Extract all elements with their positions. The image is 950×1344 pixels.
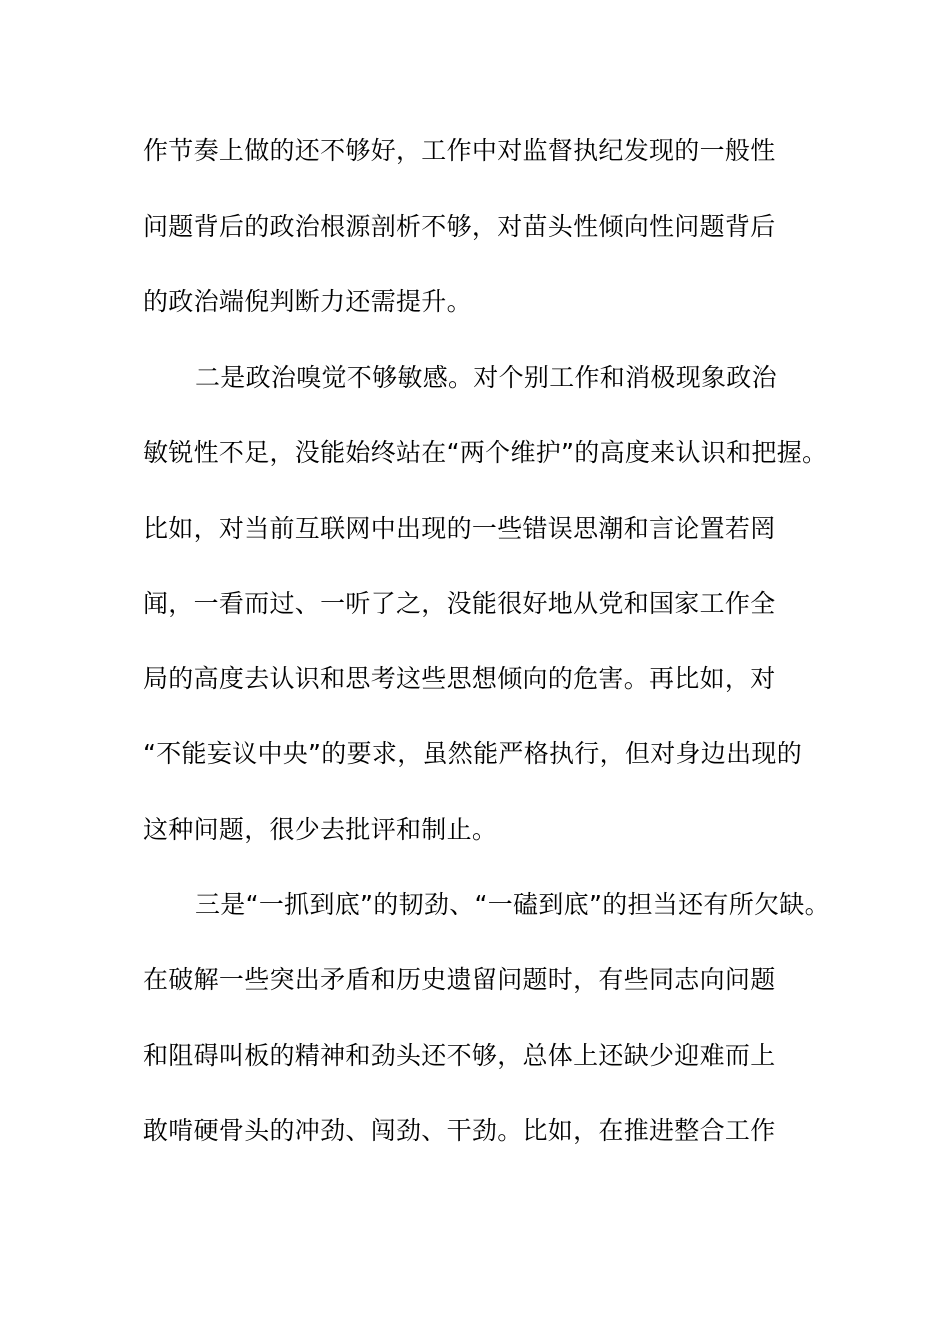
text-line: 的政治端倪判断力还需提升。 — [143, 287, 472, 316]
text-line: 敏锐性不足，没能始终站在“两个维护”的高度来认识和把握。 — [143, 438, 828, 467]
text-line: 这种问题，很少去批评和制止。 — [143, 815, 498, 844]
paragraph-start-line: 三是“一抓到底”的韧劲、“一磕到底”的担当还有所欠缺。 — [195, 890, 830, 919]
text-line: 敢啃硬骨头的冲劲、闯劲、干劲。比如，在推进整合工作 — [143, 1116, 776, 1145]
text-line: “不能妄议中央”的要求，虽然能严格执行，但对身边出现的 — [143, 739, 803, 768]
text-line: 局的高度去认识和思考这些思想倾向的危害。再比如，对 — [143, 664, 776, 693]
text-line: 问题背后的政治根源剖析不够，对苗头性倾向性问题背后 — [143, 212, 776, 241]
text-line: 在破解一些突出矛盾和历史遗留问题时，有些同志向问题 — [143, 965, 776, 994]
paragraph-start-line: 二是政治嗅觉不够敏感。对个别工作和消极现象政治 — [195, 363, 777, 392]
text-line: 和阻碍叫板的精神和劲头还不够，总体上还缺少迎难而上 — [143, 1041, 776, 1070]
text-line: 闻，一看而过、一听了之，没能很好地从党和国家工作全 — [143, 589, 776, 618]
text-line: 作节奏上做的还不够好，工作中对监督执纪发现的一般性 — [143, 136, 776, 165]
text-line: 比如，对当前互联网中出现的一些错误思潮和言论置若罔 — [143, 514, 776, 543]
